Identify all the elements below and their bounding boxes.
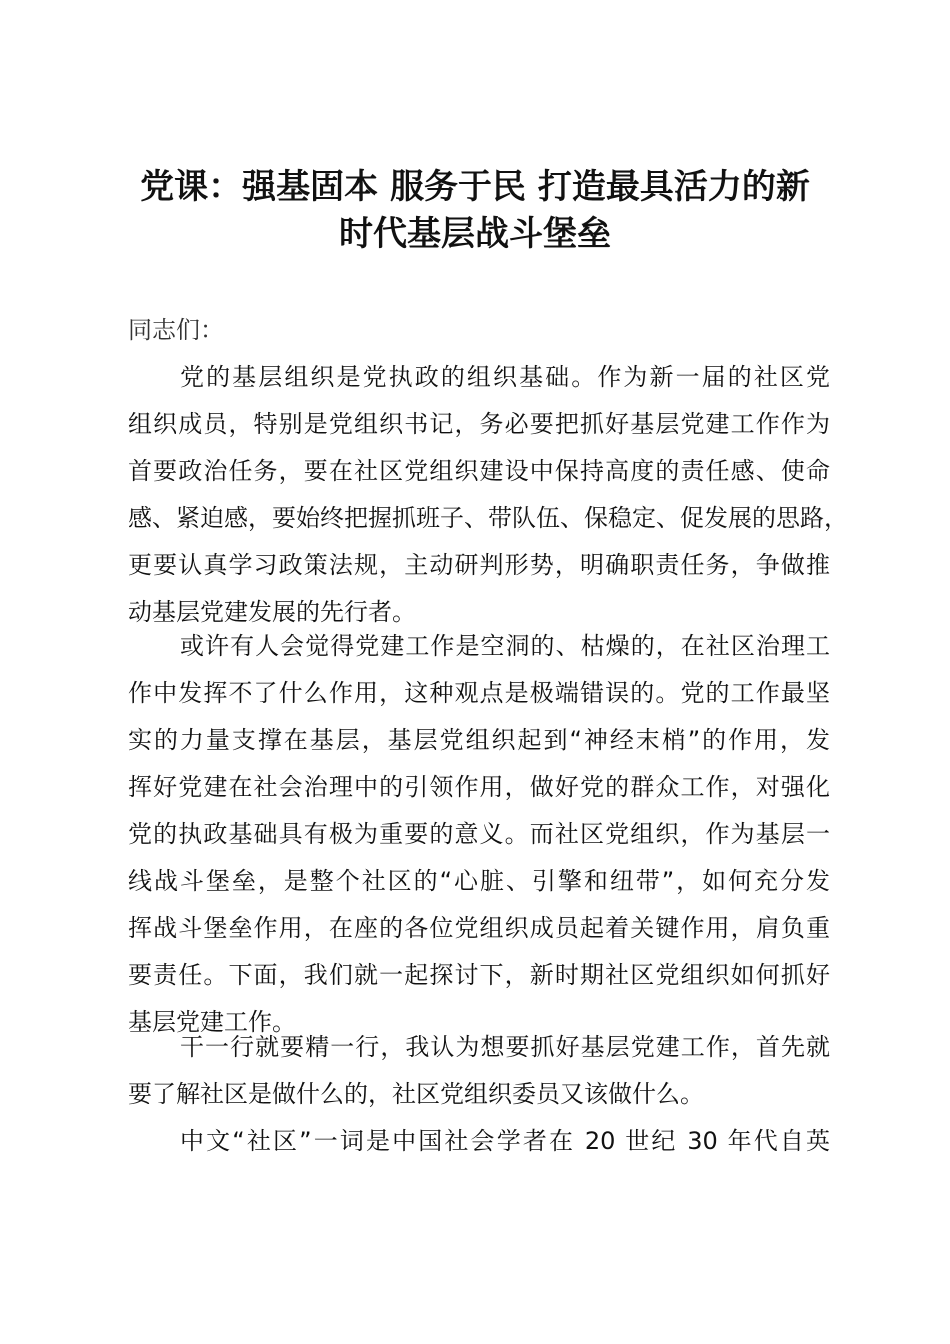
paragraph-line: 首要政治任务，要在社区党组织建设中保持高度的责任感、使命: [128, 457, 830, 485]
document-title: [120, 164, 830, 258]
title-line: 时代基层战斗堡垒: [339, 214, 611, 254]
paragraph-line: 党的基层组织是党执政的组织基础。作为新一届的社区党: [180, 363, 830, 391]
paragraph-line: 干一行就要精一行，我认为想要抓好基层党建工作，首先就: [180, 1033, 830, 1061]
paragraph-4: [128, 1118, 830, 1165]
paragraph-line: 或许有人会觉得党建工作是空洞的、枯燥的，在社区治理工: [180, 632, 830, 660]
paragraph-3: [128, 1024, 830, 1118]
paragraph-line: 动基层党建发展的先行者。: [128, 598, 416, 626]
title-line: 党课：强基固本 服务于民 打造最具活力的新: [140, 167, 810, 207]
paragraph-line: 中文“社区”一词是中国社会学者在 20 世纪 30 年代自英: [180, 1127, 830, 1155]
paragraph-line: 挥好党建在社会治理中的引领作用，做好党的群众工作，对强化: [128, 773, 830, 801]
paragraph-line: 作中发挥不了什么作用，这种观点是极端错误的。党的工作最坚: [128, 679, 830, 707]
paragraph-line: 更要认真学习政策法规，主动研判形势，明确职责任务，争做推: [128, 551, 830, 579]
paragraph-2: [128, 623, 830, 1046]
salutation: 同志们：: [128, 316, 224, 344]
paragraph-line: 要责任。下面，我们就一起探讨下，新时期社区党组织如何抓好: [128, 961, 830, 989]
paragraph-line: 线战斗堡垒，是整个社区的“心脏、引擎和纽带”，如何充分发: [128, 867, 830, 895]
paragraph-line: 组织成员，特别是党组织书记，务必要把抓好基层党建工作作为: [128, 410, 830, 438]
paragraph-line: 实的力量支撑在基层，基层党组织起到“神经末梢”的作用，发: [128, 726, 830, 754]
paragraph-line: 基层党建工作。: [128, 1008, 296, 1036]
paragraph-1: [128, 354, 848, 636]
paragraph-line: 要了解社区是做什么的，社区党组织委员又该做什么。: [128, 1080, 704, 1108]
paragraph-line: 党的执政基础具有极为重要的意义。而社区党组织，作为基层一: [128, 820, 830, 848]
paragraph-line: 感、紧迫感，要始终把握抓班子、带队伍、保稳定、促发展的思路，: [128, 504, 848, 532]
paragraph-line: 挥战斗堡垒作用，在座的各位党组织成员起着关键作用，肩负重: [128, 914, 830, 942]
